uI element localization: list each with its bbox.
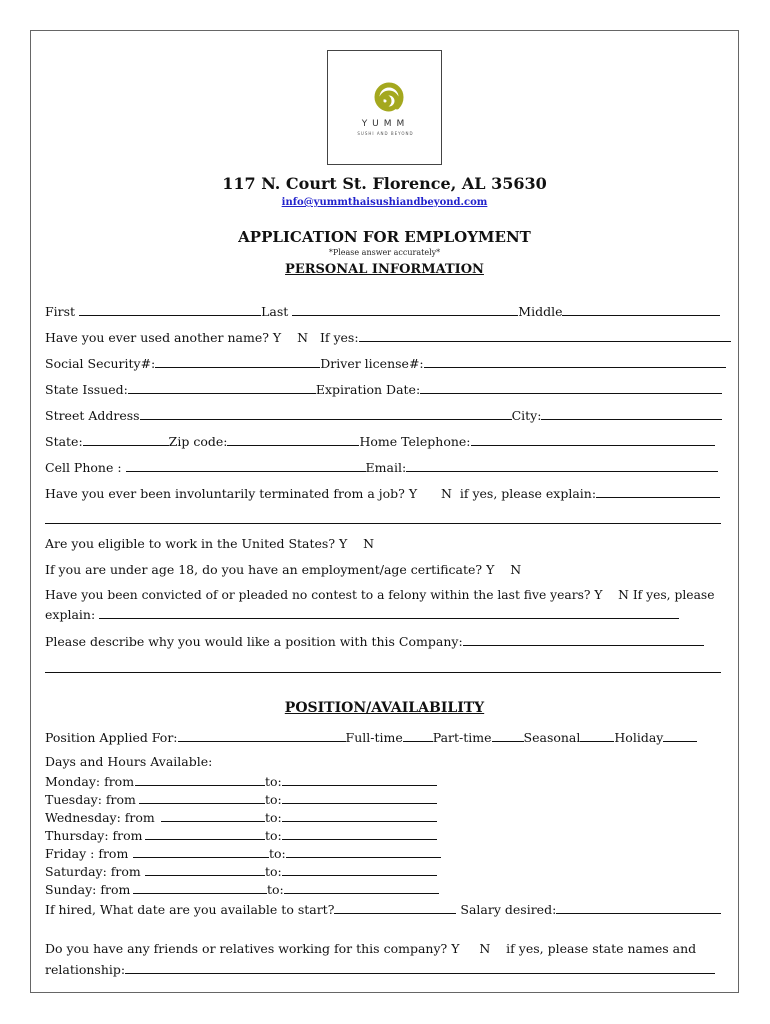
monday-to-label: to: [265, 774, 282, 789]
parttime-label: Part-time [432, 730, 492, 745]
felony-n: N If yes, please [618, 588, 715, 602]
ssn-label: Social Security#: [45, 356, 156, 371]
zip-label: Zip code: [168, 434, 228, 449]
state-issued-field[interactable] [128, 380, 316, 394]
name-row [45, 302, 720, 320]
cell-row [45, 458, 718, 476]
other-name-row [45, 328, 731, 346]
street-field[interactable] [140, 406, 512, 420]
start-field[interactable] [334, 900, 456, 914]
logo-name: YUMM [361, 119, 410, 129]
holiday-field[interactable] [663, 728, 697, 742]
driver-label: Driver license#: [320, 356, 424, 371]
saturday-label: Saturday: from [45, 864, 141, 879]
state-issued-label: State Issued: [45, 382, 128, 397]
under18-question: If you are under age 18, do you have an employment/age certificate? Y [45, 562, 495, 577]
friends-n: N [479, 941, 491, 956]
state-field[interactable] [83, 432, 169, 446]
terminated-explain: if yes, please explain: [459, 486, 597, 501]
eligible-row [45, 536, 374, 554]
middle-label: Middle [518, 304, 563, 319]
terminated-question: Have you ever been involuntarily terminated from a job? Y [45, 486, 418, 501]
last-label: Last [261, 304, 289, 319]
day-row-monday [45, 772, 437, 790]
other-name-if-yes: If yes: [319, 330, 359, 345]
terminated-field[interactable] [596, 484, 720, 498]
felony-explain-label: explain: [45, 607, 96, 622]
day-row-thursday [45, 826, 437, 844]
company-logo [327, 50, 442, 165]
describe-extra-line[interactable] [45, 672, 721, 673]
home-tel-field[interactable] [471, 432, 715, 446]
tuesday-from-field[interactable] [139, 790, 265, 804]
saturday-to-field[interactable] [282, 862, 437, 876]
other-name-field[interactable] [359, 328, 731, 342]
start-row [45, 900, 721, 918]
thursday-to-label: to: [265, 828, 282, 843]
days-hours-label: Days and Hours Available: [45, 754, 213, 769]
saturday-to-label: to: [265, 864, 282, 879]
wednesday-from-field[interactable] [161, 808, 265, 822]
saturday-from-field[interactable] [145, 862, 265, 876]
monday-from-field[interactable] [135, 772, 265, 786]
state-label: State: [45, 434, 83, 449]
tuesday-to-field[interactable] [282, 790, 437, 804]
sunday-label: Sunday: from [45, 882, 131, 897]
friends-question: Do you have any friends or relatives working for this company? Y [45, 941, 460, 956]
fulltime-field[interactable] [403, 728, 433, 742]
under18-row [45, 562, 521, 580]
friday-label: Friday : from [45, 846, 129, 861]
terminated-n: N [440, 486, 452, 501]
tuesday-to-label: to: [265, 792, 282, 807]
under18-n: N [510, 562, 522, 577]
other-name-n: N [297, 330, 309, 345]
thursday-to-field[interactable] [282, 826, 437, 840]
describe-question: Please describe why you would like a position with this Company: [45, 634, 463, 649]
wednesday-to-label: to: [265, 810, 282, 825]
friday-from-field[interactable] [133, 844, 269, 858]
relationship-label: relationship: [45, 962, 126, 977]
logo-tagline: SUSHI AND BEYOND [357, 131, 414, 136]
day-row-sunday [45, 880, 439, 898]
position-row [45, 728, 697, 746]
middle-name-field[interactable] [562, 302, 720, 316]
email-field[interactable] [406, 458, 718, 472]
state-issued-row [45, 380, 722, 398]
expiration-field[interactable] [420, 380, 722, 394]
wednesday-to-field[interactable] [282, 808, 437, 822]
ssn-field[interactable] [155, 354, 320, 368]
salary-field[interactable] [556, 900, 721, 914]
friends-row [45, 941, 696, 959]
seasonal-field[interactable] [580, 728, 614, 742]
relationship-row [45, 960, 715, 978]
salary-label: Salary desired: [460, 902, 557, 917]
parttime-field[interactable] [492, 728, 524, 742]
state-row [45, 432, 715, 450]
terminated-extra-line[interactable] [45, 523, 721, 524]
zip-field[interactable] [227, 432, 359, 446]
form-note: *Please answer accurately* [328, 248, 441, 257]
position-heading: POSITION/AVAILABILITY [284, 700, 485, 716]
position-applied-field[interactable] [178, 728, 346, 742]
street-label: Street Address [45, 408, 140, 423]
holiday-label: Holiday [614, 730, 664, 745]
email-label: Email: [365, 460, 407, 475]
day-row-saturday [45, 862, 437, 880]
swirl-logo-icon [328, 51, 443, 166]
personal-heading: PERSONAL INFORMATION [285, 262, 484, 277]
first-name-field[interactable] [79, 302, 261, 316]
thursday-label: Thursday: from [45, 828, 143, 843]
friends-explain: if yes, please state names and [506, 941, 697, 956]
sunday-from-field[interactable] [133, 880, 267, 894]
tuesday-label: Tuesday: from [45, 792, 136, 807]
describe-field[interactable] [463, 632, 704, 646]
eligible-question: Are you eligible to work in the United States? Y [45, 536, 348, 551]
felony-explain-row [45, 605, 679, 623]
terminated-row [45, 484, 720, 502]
expiration-label: Expiration Date: [315, 382, 421, 397]
thursday-from-field[interactable] [145, 826, 265, 840]
eligible-n: N [363, 536, 375, 551]
friday-to-field[interactable] [286, 844, 441, 858]
other-name-question: Have you ever used another name? Y [45, 330, 282, 345]
felony-question: Have you been convicted of or pleaded no contest to a felony within the last five years? Y [45, 588, 603, 602]
last-name-field[interactable] [292, 302, 518, 316]
cell-label: Cell Phone : [45, 460, 122, 475]
relationship-field[interactable] [125, 960, 715, 974]
city-field[interactable] [541, 406, 722, 420]
cell-field[interactable] [126, 458, 366, 472]
email-link[interactable]: info@yummthaisushiandbeyond.com [281, 197, 488, 208]
first-label: First [45, 304, 76, 319]
ssn-row [45, 354, 726, 372]
city-label: City: [511, 408, 542, 423]
street-row [45, 406, 722, 424]
felony-row [45, 588, 715, 606]
home-tel-label: Home Telephone: [359, 434, 471, 449]
day-row-friday [45, 844, 441, 862]
wednesday-label: Wednesday: from [45, 810, 155, 825]
describe-row [45, 632, 704, 650]
friday-to-label: to: [269, 846, 286, 861]
sunday-to-field[interactable] [284, 880, 439, 894]
fulltime-label: Full-time [345, 730, 403, 745]
day-row-tuesday [45, 790, 437, 808]
sunday-to-label: to: [267, 882, 284, 897]
monday-to-field[interactable] [282, 772, 437, 786]
felony-explain-field[interactable] [99, 605, 679, 619]
position-applied-label: Position Applied For: [45, 730, 178, 745]
address: 117 N. Court St. Florence, AL 35630 [222, 174, 547, 193]
form-title: APPLICATION FOR EMPLOYMENT [238, 228, 531, 246]
start-label: If hired, What date are you available to start? [45, 902, 335, 917]
day-row-wednesday [45, 808, 437, 826]
seasonal-label: Seasonal [523, 730, 581, 745]
driver-field[interactable] [424, 354, 726, 368]
monday-label: Monday: from [45, 774, 135, 789]
